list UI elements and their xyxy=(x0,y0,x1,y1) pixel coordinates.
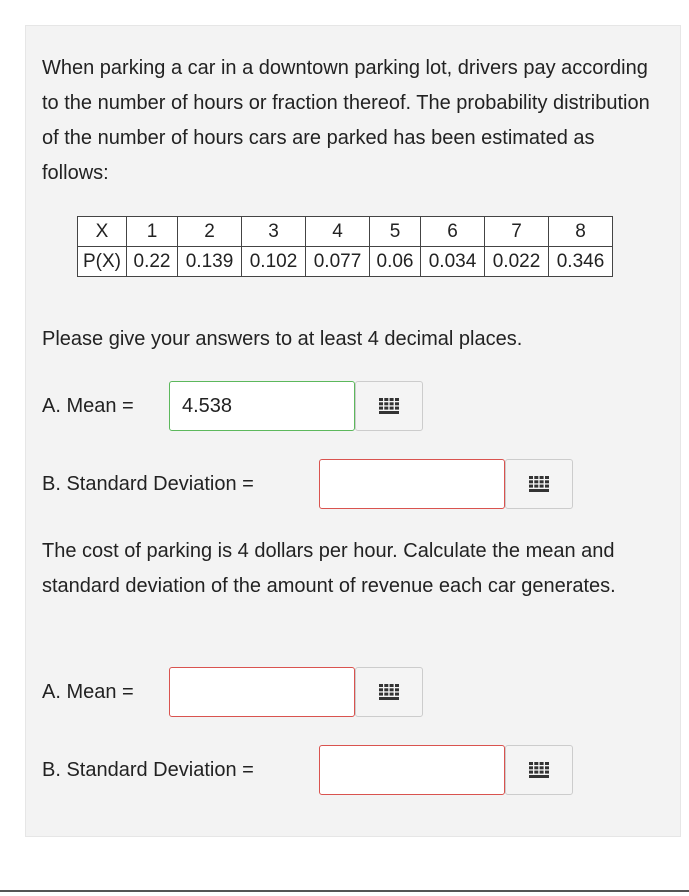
hours-sd-input[interactable] xyxy=(319,459,505,509)
problem-intro: When parking a car in a downtown parking lot, drivers pay according to the number of hours or fraction thereof. The probability distribution of the number of hours cars are parked has been estimated as follows: xyxy=(42,57,650,184)
table-cell: 8 xyxy=(549,217,613,247)
revenue-mean-input[interactable] xyxy=(169,667,355,717)
table-cell: 5 xyxy=(370,217,421,247)
followup-text: The cost of parking is 4 dollars per hour. Calculate the mean and standard deviation of the amount of revenue each car generates. xyxy=(42,540,616,597)
hours-mean-label: A. Mean = xyxy=(42,395,134,417)
table-header-px: P(X) xyxy=(78,247,127,277)
question-panel xyxy=(25,25,681,837)
hours-sd-row xyxy=(42,459,602,509)
hours-sd-label: B. Standard Deviation = xyxy=(42,473,254,495)
table-row-x xyxy=(78,217,613,247)
table-cell: 3 xyxy=(242,217,306,247)
hours-mean-input[interactable]: 4.538 xyxy=(169,381,355,431)
table-cell: 0.102 xyxy=(242,247,306,277)
revenue-mean-label: A. Mean = xyxy=(42,681,134,703)
table-cell: 0.346 xyxy=(549,247,613,277)
revenue-mean-keypad-button[interactable] xyxy=(355,667,423,717)
keypad-icon xyxy=(529,762,549,778)
revenue-sd-input[interactable] xyxy=(319,745,505,795)
bottom-divider xyxy=(0,890,689,892)
keypad-icon xyxy=(529,476,549,492)
revenue-mean-row xyxy=(42,667,442,717)
table-row-p xyxy=(78,247,613,277)
instructions-text: Please give your answers to at least 4 decimal places. xyxy=(42,328,523,350)
table-cell: 0.22 xyxy=(127,247,178,277)
keypad-icon xyxy=(379,398,399,414)
table-cell: 0.06 xyxy=(370,247,421,277)
table-cell: 7 xyxy=(485,217,549,247)
revenue-sd-row xyxy=(42,745,602,795)
table-header-x: X xyxy=(78,217,127,247)
keypad-icon xyxy=(379,684,399,700)
hours-sd-keypad-button[interactable] xyxy=(505,459,573,509)
table-cell: 0.139 xyxy=(178,247,242,277)
probability-table xyxy=(77,216,613,277)
table-cell: 2 xyxy=(178,217,242,247)
hours-mean-keypad-button[interactable] xyxy=(355,381,423,431)
table-cell: 0.022 xyxy=(485,247,549,277)
table-cell: 0.034 xyxy=(421,247,485,277)
table-cell: 0.077 xyxy=(306,247,370,277)
revenue-sd-keypad-button[interactable] xyxy=(505,745,573,795)
revenue-sd-label: B. Standard Deviation = xyxy=(42,759,254,781)
table-cell: 1 xyxy=(127,217,178,247)
table-cell: 4 xyxy=(306,217,370,247)
hours-mean-row xyxy=(42,381,442,431)
table-cell: 6 xyxy=(421,217,485,247)
